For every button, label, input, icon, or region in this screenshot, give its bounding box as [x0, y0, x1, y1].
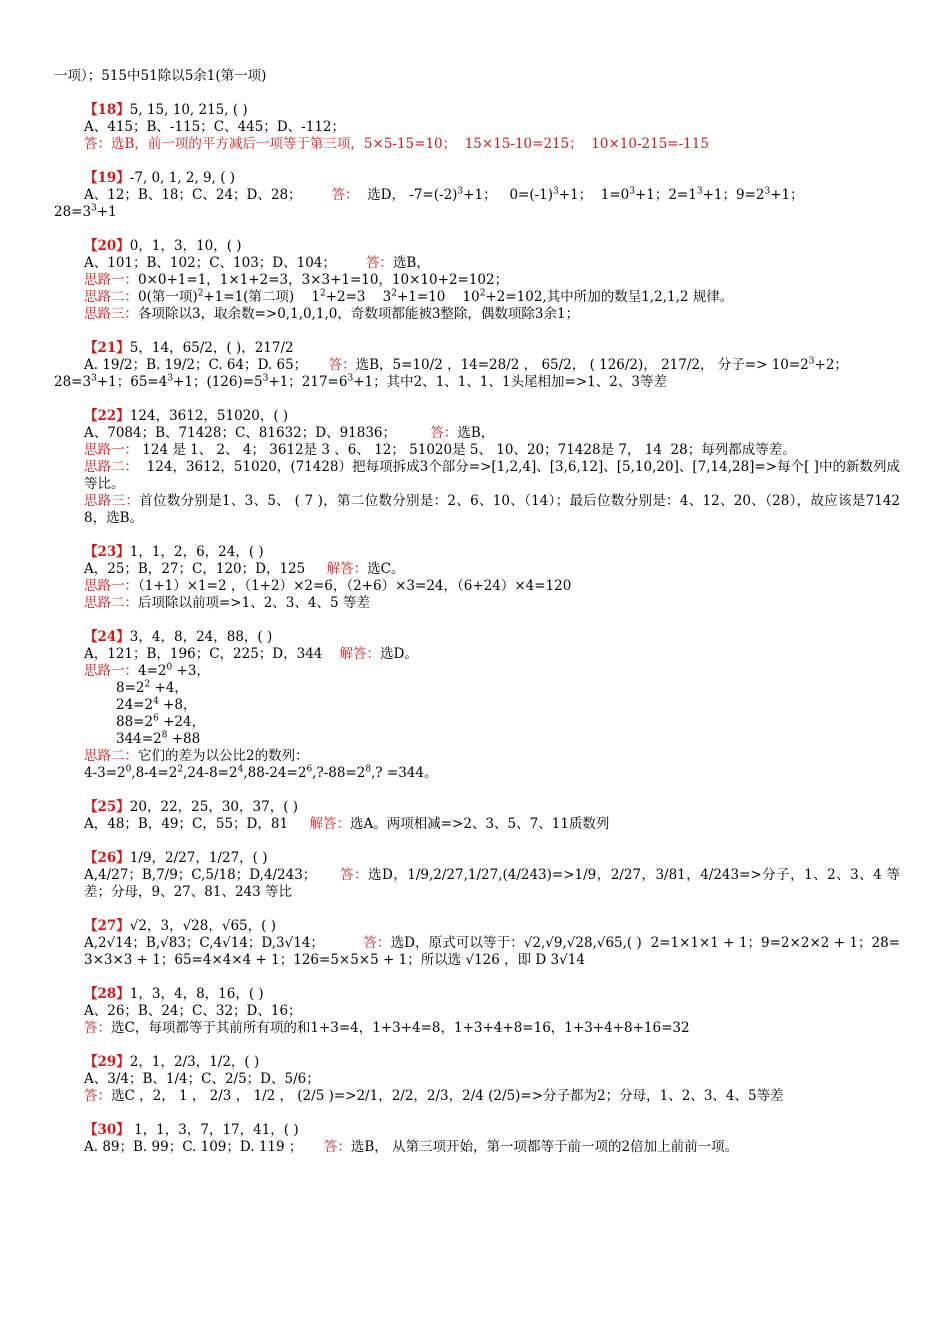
exponent: 3 — [553, 186, 559, 197]
text-line — [54, 714, 900, 731]
text-line — [54, 1071, 900, 1088]
text-run: +1； 0=(-1) — [463, 187, 554, 203]
answer-label: 答： — [340, 867, 369, 883]
text-run: +1； 1=0 — [558, 187, 630, 203]
answer-label: 答： — [365, 255, 393, 271]
text-run: +1；217=6 — [268, 374, 348, 390]
question-number: 【22】 — [84, 408, 130, 424]
text-run: +8， — [158, 697, 197, 713]
exponent: 3 — [457, 186, 464, 197]
answer-label: 思路三： — [84, 306, 138, 322]
exponent: 0 — [166, 662, 173, 673]
text-run: 3，4，8，24，88，( ) — [129, 629, 273, 645]
text-run: 它们的差为以公比2的数列： — [138, 748, 309, 764]
text-run: 1/9，2/27，1/27，( ) — [129, 850, 268, 866]
blank-line — [54, 1037, 900, 1054]
text-line — [54, 1003, 900, 1020]
text-run: 各项除以3，取余数=>0,1,0,1,0，奇数项都能被3整除，偶数项除3余1； — [138, 306, 580, 322]
text-run: A、415；B、-115；C、445；D、-112； — [84, 119, 346, 135]
text-run: +24， — [158, 714, 206, 730]
text-run: ,88-24=2 — [243, 765, 307, 781]
text-line — [54, 578, 900, 595]
text-line — [54, 68, 900, 85]
question-number: 【18】 — [84, 102, 130, 118]
text-line — [54, 986, 900, 1003]
answer-label: 思路一： — [84, 442, 138, 458]
text-line — [54, 425, 900, 442]
text-line — [54, 697, 900, 714]
blank-line — [54, 153, 900, 170]
text-line — [54, 136, 900, 153]
text-run: 选D。 — [380, 646, 418, 662]
text-run: 344=2 — [116, 731, 162, 747]
answer-label: 答： — [323, 1139, 351, 1155]
exponent: 3 — [808, 356, 815, 367]
text-line — [54, 1020, 900, 1037]
answer-label: 思路二： — [84, 595, 138, 611]
text-run: +88 — [167, 731, 201, 747]
answer-label: 思路三： — [84, 493, 140, 509]
text-line — [54, 306, 900, 323]
exponent: 2 — [479, 288, 486, 299]
text-run: 选B， 从第三项开始，第一项都等于前一项的2倍加上前前一项。 — [350, 1139, 739, 1155]
text-line — [54, 272, 900, 289]
text-run: 8=2 — [116, 680, 145, 696]
text-run: 124 是 1、 2、 4； 3612是 3 、6、 12； 51020是 5、 10、20；71428是 7， 14 28；每列都成等差。 — [138, 442, 796, 458]
text-line — [54, 408, 900, 425]
exponent: 3 — [91, 373, 97, 384]
answer-label: 答： — [84, 136, 111, 152]
text-run: +2=3 3 — [325, 289, 392, 305]
text-line — [54, 255, 900, 272]
text-line — [54, 1054, 900, 1071]
text-line — [54, 748, 900, 765]
text-line — [54, 1122, 900, 1139]
text-run: 5，14，65/2，( )，217/2 — [129, 340, 294, 356]
blank-line — [54, 323, 900, 340]
text-run: A、12；B、18；C、24；D、28； — [84, 187, 332, 203]
blank-line — [54, 527, 900, 544]
text-run: A、7084；B、71428；C、81632；D、91836； — [84, 425, 431, 441]
text-run: 首位数分别是1、3、5、 ( 7 )，第二位数分别是：2、6、10、（14）；最后位数分别是：4、12、20、（28），故应该是71428，选B。 — [84, 493, 901, 526]
question-number: 【30】 — [84, 1122, 130, 1138]
answer-label: 答： — [84, 1020, 111, 1036]
text-run: 4-3=2 — [84, 765, 126, 781]
question-number: 【19】 — [84, 170, 130, 186]
answer-label: 解答： — [309, 816, 350, 832]
text-line — [54, 289, 900, 306]
text-run: 选C。 — [367, 561, 405, 577]
text-run: 选A。两项相减=>2、3、5、7、11质数列 — [350, 816, 610, 832]
answer-label: 思路二： — [84, 459, 139, 475]
exponent: 3 — [262, 373, 269, 384]
text-line — [54, 459, 900, 493]
text-run: +2=102,其中所加的数呈1,2,1,2 规律。 — [485, 289, 734, 305]
text-run: 0，1，3，10，( ) — [129, 238, 242, 254]
answer-label: 思路一： — [84, 272, 138, 288]
blank-line — [54, 969, 900, 986]
text-run: ,?-88=2 — [312, 765, 366, 781]
text-run: A,4/27；B,7/9；C,5/18；D,4/243； — [84, 867, 341, 883]
text-line — [54, 799, 900, 816]
text-run: +2； — [814, 357, 848, 373]
answer-label: 思路二： — [84, 748, 138, 764]
text-run: ,8-4=2 — [131, 765, 178, 781]
answer-label: 答： — [331, 187, 359, 203]
text-run: 2，1，2/3，1/2，( ) — [129, 1054, 260, 1070]
answer-label: 选B，前一项的平方减后一项等于第三项，5×5-15=10； 15×15-10=215； 10×10-215=-115 — [111, 136, 709, 152]
text-line — [54, 119, 900, 136]
text-line — [54, 442, 900, 459]
answer-label: 解答： — [326, 561, 368, 577]
text-run: -7, 0, 1, 2, 9, ( ) — [129, 170, 236, 186]
text-run: 选D，1/9,2/27,1/27,(4/243)=>1/9，2/27，3/81，4/243=>分子，1、2、3、4 等差；分母，9、27、81、243 等比 — [84, 867, 900, 900]
text-run: ,24-8=2 — [183, 765, 238, 781]
text-line — [54, 867, 900, 901]
text-run: A，25；B，27；C，120；D，125 — [84, 561, 327, 577]
text-line — [54, 544, 900, 561]
text-run: A、3/4；B、1/4；C、2/5；D、5/6； — [84, 1071, 320, 1087]
answer-label: 思路二： — [84, 289, 138, 305]
blank-line — [54, 901, 900, 918]
text-run: +1=1(第二项) 1 — [203, 289, 320, 305]
exponent: 8 — [365, 764, 372, 775]
question-number: 【27】 — [84, 918, 130, 934]
text-line — [54, 340, 900, 357]
text-line — [54, 102, 900, 119]
blank-line — [54, 612, 900, 629]
text-line — [54, 1139, 900, 1156]
text-run: （1+1）×1=2 ，（1+2）×2=6，（2+6）×3=24，（6+24）×4=120 — [138, 578, 572, 594]
text-run: A，48；B，49；C，55；D，81 — [84, 816, 310, 832]
question-number: 【28】 — [84, 986, 130, 1002]
text-run: A,2√14；B,√83；C,4√14；D,3√14； — [84, 935, 364, 951]
text-run: A、26；B、24；C、32；D、16； — [84, 1003, 302, 1019]
text-run: ,? =344。 — [371, 765, 438, 781]
exponent: 2 — [391, 288, 397, 299]
text-run: +1；9=2 — [702, 187, 765, 203]
text-run: 124，3612，51020，( ) — [129, 408, 289, 424]
answer-label: 答： — [430, 425, 458, 441]
answer-label: 答： — [328, 357, 356, 373]
text-run: 28=3 — [54, 204, 92, 220]
text-run: +1；(126)=5 — [173, 374, 263, 390]
text-run: A. 89；B. 99；C. 109；D. 119 ； — [84, 1139, 324, 1155]
exponent: 6 — [153, 713, 159, 724]
text-run: 28=3 — [54, 374, 92, 390]
text-run: A、101；B、102；C、103；D、104； — [84, 255, 366, 271]
text-line — [54, 935, 900, 969]
text-line — [54, 850, 900, 867]
exponent: 3 — [764, 186, 771, 197]
exponent: 3 — [629, 186, 635, 197]
text-run: 选B， — [392, 255, 430, 271]
text-line — [54, 629, 900, 646]
question-number: 【24】 — [84, 629, 130, 645]
exponent: 2 — [197, 288, 204, 299]
text-line — [54, 1088, 900, 1105]
text-line — [54, 170, 900, 187]
exponent: 4 — [153, 696, 159, 707]
text-line — [54, 816, 900, 833]
text-run: +1；2=1 — [634, 187, 697, 203]
text-run: 后项除以前项=>1、2、3、4、5 等差 — [138, 595, 370, 611]
text-line — [54, 374, 900, 391]
text-run: 24=2 — [116, 697, 154, 713]
text-line — [54, 663, 900, 680]
text-line — [54, 918, 900, 935]
question-number: 【21】 — [84, 340, 130, 356]
text-run: +1；其中2、1、1、1、1头尾相加=>1、2、3等差 — [353, 374, 667, 390]
exponent: 3 — [696, 186, 703, 197]
text-run: 1，1，2，6，24，( ) — [129, 544, 264, 560]
question-number: 【23】 — [84, 544, 130, 560]
text-line — [54, 765, 900, 782]
text-run: 选B， — [457, 425, 495, 441]
blank-line — [54, 391, 900, 408]
answer-label: 思路一： — [84, 578, 138, 594]
text-run: A，121；B，196；C，225；D，344 — [84, 646, 340, 662]
exponent: 2 — [177, 764, 184, 775]
exponent: 3 — [167, 373, 174, 384]
text-run: √2，3，√28，√65，( ) — [129, 918, 276, 934]
blank-line — [54, 782, 900, 799]
answer-label: 答： — [84, 1088, 111, 1104]
question-number: 【29】 — [84, 1054, 130, 1070]
text-run: 0(第一项) — [138, 289, 198, 305]
text-run: 选C ，2， 1 ， 2/3 ， 1/2 ， (2/5 )=>2/1，2/2，2/3，2/4 (2/5)=>分子都为2；分母，1、2、3、4、5等差 — [111, 1088, 784, 1104]
question-number: 【20】 — [84, 238, 130, 254]
question-number: 【26】 — [84, 850, 130, 866]
text-run: 124，3612，51020，(71428）把每项拆成3个部分=>[1,2,4]、[3,6,12]、[5,10,20]、[7,14,28]=>每个[ ]中的新数列成等比。 — [84, 459, 901, 492]
text-line — [54, 357, 900, 374]
exponent: 3 — [91, 203, 97, 214]
text-line — [54, 731, 900, 748]
exponent: 2 — [319, 288, 326, 299]
text-run: A. 19/2；B. 19/2；C. 64；D. 65； — [84, 357, 329, 373]
text-run: 选B，5=10/2 ，14=28/2 ， 65/2， ( 126/2)， 217/2， 分子=> 10=2 — [355, 357, 809, 373]
answer-label: 解答： — [339, 646, 381, 662]
text-line — [54, 595, 900, 612]
text-run: 5, 15, 10, 215, ( ) — [129, 102, 248, 118]
text-run: +1=10 10 — [396, 289, 480, 305]
text-line — [54, 238, 900, 255]
question-number: 【25】 — [84, 799, 130, 815]
exponent: 0 — [125, 764, 132, 775]
exponent: 6 — [306, 764, 313, 775]
text-run: 选C，每项都等于其前所有项的和1+3=4，1+3+4=8，1+3+4+8=16，1+3+4+8+16=32 — [111, 1020, 690, 1036]
text-run: +4， — [150, 680, 188, 696]
text-line — [54, 187, 900, 204]
text-run: 一项）；515中51除以5余1(第一项) — [54, 68, 267, 84]
text-run: +1； — [770, 187, 804, 203]
exponent: 4 — [237, 764, 244, 775]
blank-line — [54, 221, 900, 238]
text-line — [54, 493, 900, 527]
text-run: 1，1，3，7，17，41，( ) — [129, 1122, 299, 1138]
blank-line — [54, 85, 900, 102]
blank-line — [54, 1105, 900, 1122]
text-run: +1 — [96, 204, 117, 220]
text-run: 20，22，25，30，37，( ) — [129, 799, 299, 815]
text-run: +3， — [172, 663, 210, 679]
text-run: 88=2 — [116, 714, 154, 730]
exponent: 2 — [144, 679, 151, 690]
exponent: 8 — [161, 730, 168, 741]
exponent: 3 — [347, 373, 354, 384]
text-run: 选D， -7=(-2) — [358, 187, 458, 203]
text-line — [54, 561, 900, 578]
document-body — [54, 68, 900, 1156]
text-line — [54, 204, 900, 221]
answer-label: 思路一： — [84, 663, 138, 679]
text-run: 1，3，4，8，16，( ) — [129, 986, 264, 1002]
blank-line — [54, 833, 900, 850]
text-run: 0×0+1=1，1×1+2=3，3×3+1=10，10×10+2=102； — [138, 272, 509, 288]
text-line — [54, 680, 900, 697]
text-run: 选D，原式可以等于：√2,√9,√28,√65,( ) 2=1×1×1 + 1；9=2×2×2 + 1；28=3×3×3 + 1；65=4×4×4 + 1；126=5×5×5 + 1；所以选 √126 ，即 D 3√14 — [84, 935, 900, 968]
text-line — [54, 646, 900, 663]
text-run: +1；65=4 — [96, 374, 168, 390]
text-run: 4=2 — [138, 663, 167, 679]
answer-label: 答： — [363, 935, 391, 951]
